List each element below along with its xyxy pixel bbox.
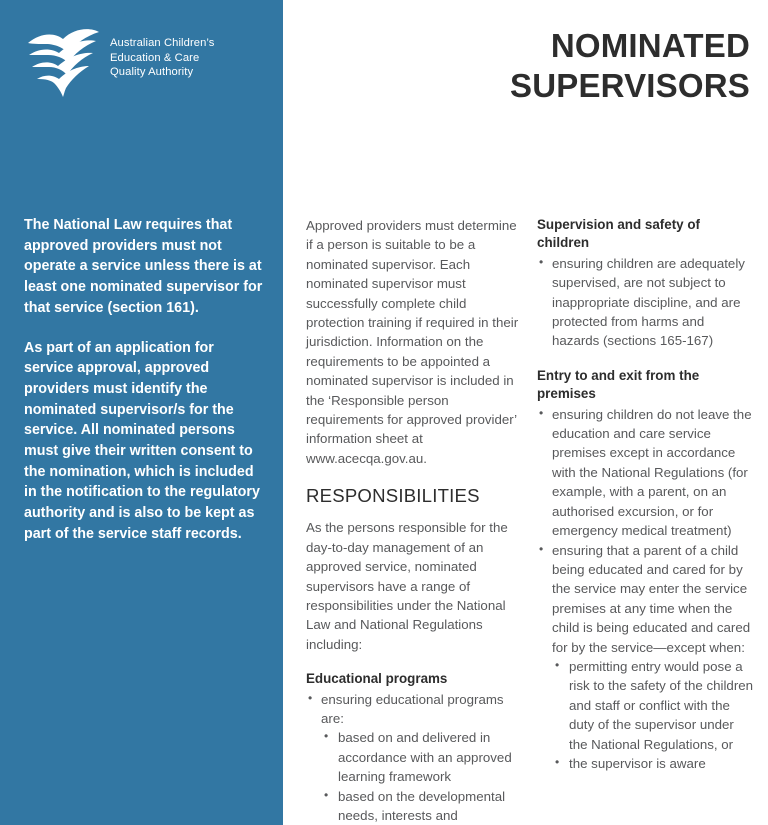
right-content-column	[537, 216, 755, 773]
bullet-text: ensuring educational programs are:	[321, 691, 504, 726]
list-item	[537, 405, 755, 541]
bullet-text: ensuring children do not leave the education and care service premises except in accordance with the National Regulations (for example, with a parent, on an authorised excursion, or for emergency medical treatment)	[552, 406, 752, 539]
blue-panel-copy	[24, 215, 264, 545]
responsibilities-intro-paragraph: As the persons responsible for the day-to-day management of an approved service, nominated supervisors have a range of responsibilities under the National Law and National Regulations including:	[306, 520, 508, 652]
acecqa-heart-chevron-logo-icon	[24, 26, 102, 100]
logo-line-2: Education & Care	[110, 51, 200, 64]
logo-line-3: Quality Authority	[110, 66, 194, 79]
educational-programs-list	[306, 690, 521, 825]
logo-line-1: Australian Children’s	[110, 37, 215, 49]
bullet-text: the supervisor is aware	[569, 755, 706, 771]
bullet-text: based on the developmental needs, interests and	[338, 788, 506, 823]
page-title-line-2: SUPERVISORS	[510, 67, 750, 104]
bullet-text: permitting entry would pose a risk to the safety of the children and staff or conflict with the duty of the supervisor under the National Regulations, or	[569, 658, 754, 752]
responsibilities-heading: RESPONSIBILITIES	[306, 485, 480, 507]
bullet-text: based on and delivered in accordance with an approved learning framework	[338, 730, 512, 785]
list-item	[537, 541, 755, 774]
bullet-text: ensuring children are adequately supervised, are not subject to inappropriate discipline, and are protected from harms and hazards (sections 165-167)	[552, 255, 745, 349]
middle-intro-paragraph: Approved providers must determine if a person is suitable to be a nominated supervisor. Each nominated supervisor must successfully complete child protection training if required in their jurisdiction. Information on the requirements to be appointed a nominated supervisor is included in the ‘Responsible person requirements for approved provider’ information sheet at www.acecqa.gov.au.	[306, 218, 519, 466]
blue-panel-paragraph-1: The National Law requires that approved providers must not operate a service unless there is at least one nominated supervisor for that service (section 161).	[24, 217, 263, 316]
list-item	[306, 690, 521, 825]
supervision-safety-list	[537, 254, 755, 351]
list-item	[552, 754, 755, 773]
page-title	[330, 26, 750, 106]
supervision-safety-heading: Supervision and safety of children	[537, 217, 700, 251]
blue-panel-paragraph-2: As part of an application for service approval, approved providers must identify the nominated supervisor/s for the service. All nominated persons must give their written consent to the nomination, which is included in the notification to the regulatory authority and is also to be kept as part of the service staff records.	[24, 339, 260, 542]
list-item	[552, 657, 755, 754]
page-title-line-1: NOMINATED	[550, 27, 750, 64]
list-item	[537, 254, 755, 351]
list-item	[321, 787, 521, 825]
entry-exit-list	[537, 405, 755, 774]
educational-programs-sublist	[321, 728, 521, 825]
entry-exit-sublist	[552, 657, 755, 773]
list-item	[321, 728, 521, 786]
entry-exit-heading: Entry to and exit from the premises	[537, 367, 700, 402]
organisation-name	[110, 36, 260, 80]
bullet-text: ensuring that a parent of a child being educated and cared for by the service may enter the service premises at any time when the child is being educated and cared for by the service—except when:	[552, 542, 751, 655]
organisation-logo	[24, 24, 264, 102]
middle-content-column	[306, 216, 521, 825]
educational-programs-heading: Educational programs	[306, 671, 448, 687]
